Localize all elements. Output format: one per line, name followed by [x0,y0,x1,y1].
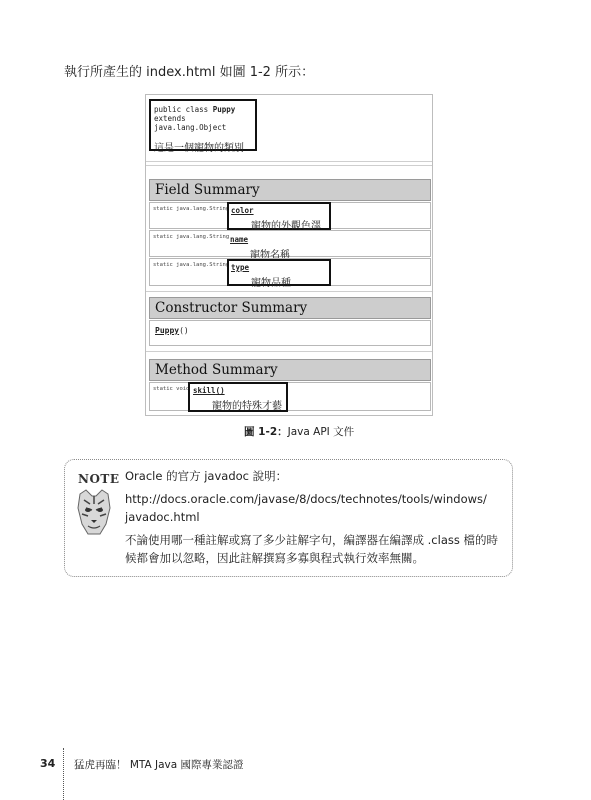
method-name[interactable]: skill [193,386,216,395]
field-row [149,202,431,232]
footer-divider [63,748,64,800]
book-title: 猛虎再臨！ MTA Java 國際專業認證 [74,759,244,771]
divider [146,351,432,352]
method-name-link[interactable] [193,386,225,395]
field-description: 寵物名稱 [250,250,290,261]
class-description: 這是一個寵物的類別 [154,143,244,154]
note-url-line[interactable]: http://docs.oracle.com/javase/8/docs/technotes/tools/windows/ [125,492,487,506]
caption-text: Java API 文件 [287,426,355,438]
method-params: () [215,386,225,395]
intro-text: 執行所產生的 index.html 如圖 1-2 所示： [64,65,315,80]
divider [146,165,432,166]
method-summary-header: Method Summary [149,359,431,381]
class-name: Puppy [212,105,236,114]
divider [146,291,432,292]
tiger-icon [74,488,114,536]
field-type: static java.lang.String [153,206,230,212]
page-number: 34 [40,757,56,770]
field-name-link[interactable]: type [231,263,250,272]
class-signature [154,105,251,114]
field-highlight-box [227,259,331,289]
constructor-params: () [179,326,189,335]
method-type: static void [153,386,190,392]
note-line: 候都會加以忽略，因此註解撰寫多寡與程式執行效率無關。 [125,551,424,565]
field-description: 寵物品種 [251,278,291,289]
constructor-summary-header: Constructor Summary [149,297,431,319]
note-label: NOTE [78,472,120,486]
figure-caption [244,424,354,439]
field-description: 寵物的外觀色澤 [251,221,321,232]
class-keywords: public class [154,105,213,114]
field-type: static java.lang.String [153,234,230,240]
field-highlight-box [227,202,331,230]
field-name-link[interactable]: name [230,235,249,244]
class-declaration-box [149,99,257,154]
note-url-line[interactable]: javadoc.html [125,510,200,524]
field-type: static java.lang.String [153,262,230,268]
method-highlight-box [188,382,288,412]
field-row [149,230,431,261]
field-summary-header: Field Summary [149,179,431,201]
note-line: 不論使用哪一種註解或寫了多少註解字句，編譯器在編譯成 .class 檔的時 [125,533,499,547]
field-row [149,258,431,289]
method-description: 寵物的特殊才藝 [212,401,282,412]
class-extends: extends java.lang.Object [154,114,227,132]
caption-number: 圖 1-2： [244,426,288,438]
note-line: Oracle 的官方 javadoc 說明： [125,469,288,483]
constructor-name-link[interactable]: Puppy [155,326,180,335]
method-row [149,382,431,411]
divider [146,161,432,162]
constructor-signature [155,326,189,335]
field-name-link[interactable]: color [231,206,254,215]
javadoc-figure [145,94,433,416]
constructor-row [149,320,431,346]
